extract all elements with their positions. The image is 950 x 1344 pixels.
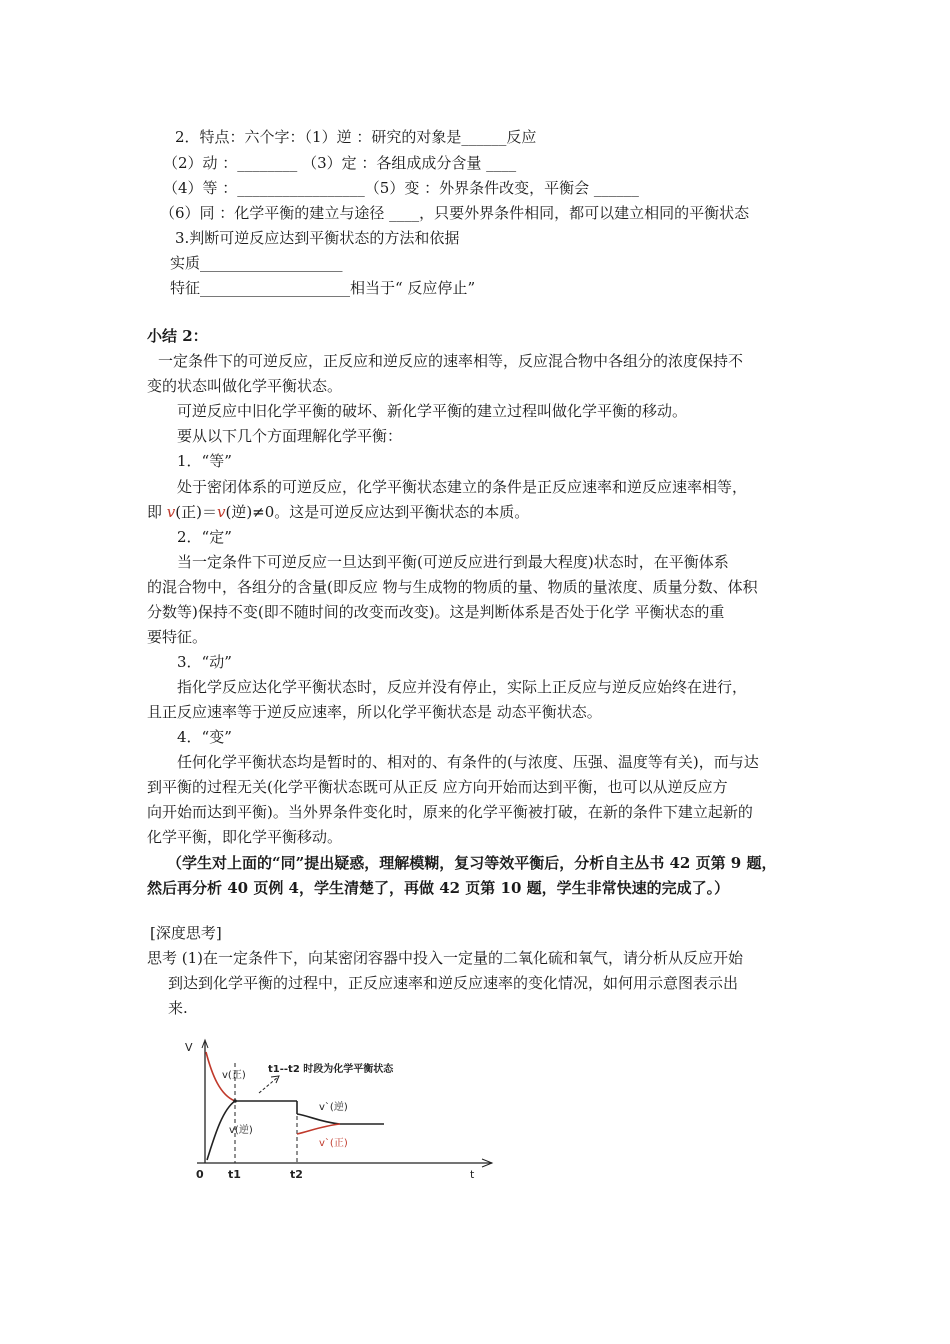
- text-ding-b: 的混合物中，各组分的含量(即反应 物与生成物的物质的量、物质的量浓度、质量分数、体积: [147, 578, 758, 596]
- text-dong-b: 且正反应速率等于逆反应速率，所以化学平衡状态是 动态平衡状态。: [147, 703, 602, 721]
- heading-deng: 1．“等”: [177, 452, 232, 470]
- summary-p1a: 一定条件下的可逆反应，正反应和逆反应的速率相等，反应混合物中各组分的浓度保持不: [158, 352, 744, 370]
- t1-point: [233, 1099, 237, 1103]
- v2-reverse-label: v`(逆): [319, 1102, 348, 1113]
- text-ding-d: 要特征。: [147, 628, 208, 646]
- y-axis-label: V: [185, 1041, 193, 1054]
- feature-line-7: 特征____________________相当于“ 反应停止”: [170, 279, 476, 297]
- text-ding-c: 分数等)保持不变(即不随时间的改变而改变)。这是判断体系是否处于化学 平衡状态的重: [147, 603, 725, 621]
- text-deng-b-post: (逆)≠0。这是可逆反应达到平衡状态的本质。: [225, 503, 530, 521]
- text-deng-b-mid: (正)＝: [175, 503, 217, 521]
- teacher-note-1: （学生对上面的“同”提出疑惑，理解模糊，复习等效平衡后，分析自主丛书 42 页第 9 题，: [167, 854, 777, 872]
- feature-line-1: 2．特点：六个字：（1）逆 ：研究的对象是______反应: [175, 128, 537, 146]
- origin-label: 0: [196, 1168, 204, 1181]
- summary-p2: 可逆反应中旧化学平衡的破坏、新化学平衡的建立过程叫做化学平衡的移动。: [177, 402, 688, 420]
- text-deng-b-pre: 即: [147, 503, 167, 521]
- t1-label: t1: [228, 1168, 241, 1181]
- text-bian-a: 任何化学平衡状态均是暂时的、相对的、有条件的(与浓度、压强、温度等有关)，而与达: [177, 753, 759, 771]
- question-line-2: 到达到化学平衡的过程中，正反应速率和逆反应速率的变化情况，如何用示意图表示出: [168, 974, 739, 992]
- text-dong-a: 指化学反应达化学平衡状态时，反应并没有停止，实际上正反应与逆反应始终在进行，: [177, 678, 748, 696]
- text-bian-d: 化学平衡，即化学平衡移动。: [147, 828, 343, 846]
- summary-p1b: 变的状态叫做化学平衡状态。: [147, 377, 343, 395]
- question-line-3: 来.: [168, 999, 188, 1017]
- teacher-note-2: 然后再分析 40 页例 4，学生清楚了，再做 42 页第 10 题，学生非常快速的完成了。）: [147, 879, 730, 897]
- reverse-rate-curve-after: [297, 1114, 384, 1124]
- heading-bian: 4．“变”: [177, 728, 232, 746]
- v-forward-label: v(正): [222, 1070, 246, 1081]
- v-reverse-symbol: v: [216, 503, 226, 521]
- question-line-1: 思考 (1)在一定条件下，向某密闭容器中投入一定量的二氧化硫和氧气，请分析从反应开始: [147, 949, 744, 967]
- text-bian-b: 到平衡的过程无关(化学平衡状态既可从正反 应方向开始而达到平衡，也可以从逆反应方: [147, 778, 728, 796]
- text-ding-a: 当一定条件下可逆反应一旦达到平衡(可逆反应进行到最大程度)状态时，在平衡体系: [177, 553, 729, 571]
- annotation-label: t1--t2 时段为化学平衡状态: [268, 1064, 394, 1075]
- text-bian-c: 向开始而达到平衡)。当外界条件变化时，原来的化学平衡被打破，在新的条件下建立起新的: [147, 803, 753, 821]
- feature-line-6: 实质___________________: [170, 254, 343, 272]
- feature-line-5: 3.判断可逆反应达到平衡状态的方法和依据: [175, 229, 460, 247]
- heading-ding: 2．“定”: [177, 528, 232, 546]
- t2-label: t2: [290, 1168, 303, 1181]
- forward-rate-curve-after: [297, 1124, 340, 1134]
- x-axis-label: t: [470, 1168, 475, 1181]
- text-deng-a: 处于密闭体系的可逆反应，化学平衡状态建立的条件是正反应速率和逆反应速率相等，: [177, 478, 748, 496]
- annotation-arrow: [259, 1077, 278, 1093]
- deep-thinking-heading: [深度思考]: [150, 924, 222, 942]
- v2-forward-label: v`(正): [319, 1138, 348, 1149]
- summary-heading: 小结 2：: [147, 327, 208, 345]
- v-reverse-label: v(逆): [229, 1125, 253, 1136]
- v-forward-symbol: v: [166, 503, 176, 521]
- feature-line-2: （2）动 ：________ （3）定 ：各组成成分含量 ____: [163, 154, 517, 172]
- summary-p3: 要从以下几个方面理解化学平衡：: [177, 427, 403, 445]
- feature-line-4: （6）同 ：化学平衡的建立与途径 ____，只要外界条件相同，都可以建立相同的平衡状态: [160, 204, 750, 222]
- feature-line-3: （4）等 ：_________________（5）变 ：外界条件改变，平衡会 ______: [163, 179, 639, 197]
- heading-dong: 3．“动”: [177, 653, 232, 671]
